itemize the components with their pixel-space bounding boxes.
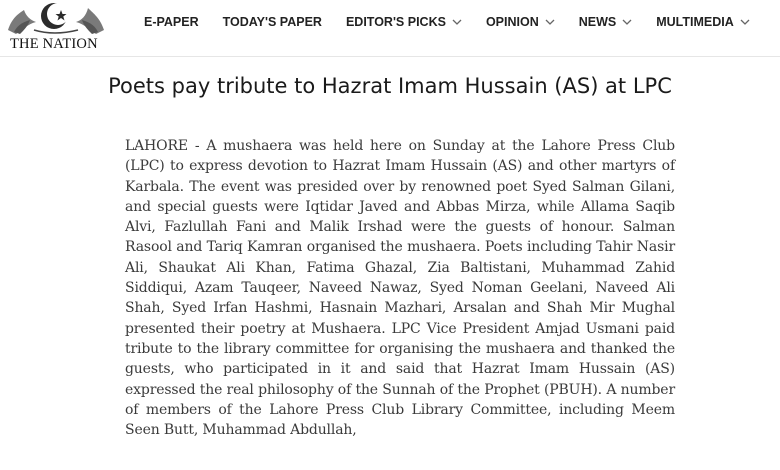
nav-item-opinion[interactable] xyxy=(486,15,555,29)
logo-wordmark: THE NATION xyxy=(10,36,98,52)
nav-item-e-paper[interactable] xyxy=(144,15,199,29)
nav-item-label: OPINION xyxy=(485,15,539,29)
article-title: Poets pay tribute to Hazrat Imam Hussain (AS) at LPC xyxy=(108,74,672,98)
nav-item-editors-picks[interactable] xyxy=(346,15,462,29)
crescent-emblem-icon xyxy=(6,0,106,38)
chevron-down-icon xyxy=(622,17,632,27)
main-nav xyxy=(132,12,762,32)
nav-item-news[interactable] xyxy=(579,15,633,29)
nav-item-label: EDITOR'S PICKS xyxy=(345,15,446,29)
nav-item-todays-paper[interactable] xyxy=(223,15,322,29)
site-header xyxy=(0,0,780,57)
nav-item-label: E-PAPER xyxy=(144,15,199,29)
nav-item-label: NEWS xyxy=(578,15,617,29)
chevron-down-icon xyxy=(740,17,750,27)
chevron-down-icon xyxy=(545,17,555,27)
chevron-down-icon xyxy=(452,17,462,27)
nav-item-label: TODAY'S PAPER xyxy=(222,15,322,29)
nav-item-label: MULTIMEDIA xyxy=(656,15,734,29)
site-logo[interactable] xyxy=(6,0,106,54)
nav-item-multimedia[interactable] xyxy=(656,15,750,29)
article-body: LAHORE - A mushaera was held here on Sunday at the Lahore Press Club (LPC) to express devotion to Hazrat Imam Hussain (AS) and other martyrs of Karbala. The event was presided over by renowned poet Syed Salman Gilani, and special guests were Iqtidar Javed and Abbas Mirza, while Allama Saqib Alvi, Fazlullah Fani and Malik Irshad were the guests of honour. Salman Rasool and Tariq Kamran organised the mushaera. Poets including Tahir Nasir Ali, Shaukat Ali Khan, Fatima Ghazal, Zia Baltistani, Muhammad Zahid Siddiqui, Azam Tauqeer, Naveed Nawaz, Syed Noman Geelani, Naveed Ali Shah, Syed Irfan Hashmi, Hasnain Mazhari, Arsalan and Shah Mir Mughal presented their poetry at Mushaera. LPC Vice President Amjad Usmani paid tribute to the library committee for organising the mushaera and thanked the guests, who participated in it and said that Hazrat Imam Hussain (AS) expressed the real philosophy of the Sunnah of the Prophet (PBUH). A number of members of the Lahore Press Club Library Committee, including Meem Seen Butt, Muhammad Abdullah, xyxy=(125,138,675,439)
